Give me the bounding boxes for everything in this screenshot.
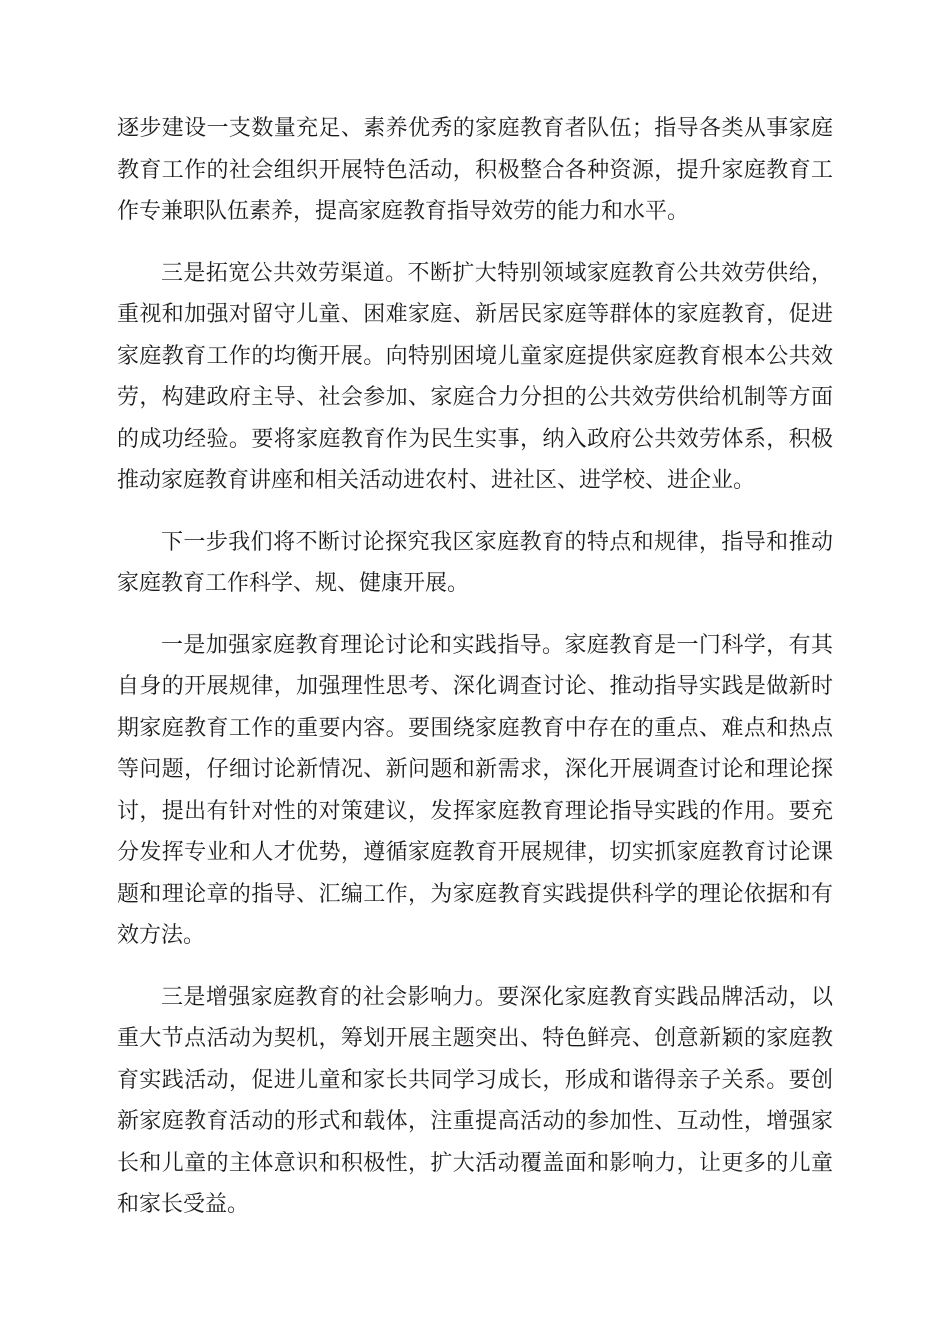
paragraph-5: 三是增强家庭教育的社会影响力。要深化家庭教育实践品牌活动，以重大节点活动为契机，筹划开展主题突出、特色鲜亮、创意新颖的家庭教育实践活动，促进儿童和家长共同学习成长，形成和谐得亲子关系。要创新家庭教育活动的形式和载体，注重提高活动的参加性、互动性，增强家长和儿童的主体意识和积极性，扩大活动覆盖面和影响力，让更多的儿童和家长受益。 xyxy=(117,984,833,1217)
paragraph-2: 三是拓宽公共效劳渠道。不断扩大特别领域家庭教育公共效劳供给，重视和加强对留守儿童、困难家庭、新居民家庭等群体的家庭教育，促进家庭教育工作的均衡开展。向特别困境儿童家庭提供家庭教育根本公共效劳，构建政府主导、社会参加、家庭合力分担的公共效劳供给机制等方面的成功经验。要将家庭教育作为民生实事，纳入政府公共效劳体系，积极推动家庭教育讲座和相关活动进农村、进社区、进学校、进企业。 xyxy=(117,260,833,493)
paragraph-1: 逐步建设一支数量充足、素养优秀的家庭教育者队伍；指导各类从事家庭教育工作的社会组织开展特色活动，积极整合各种资源，提升家庭教育工作专兼职队伍素养，提高家庭教育指导效劳的能力和水平。 xyxy=(117,116,833,224)
document-body xyxy=(117,108,833,1246)
paragraph-3: 下一步我们将不断讨论探究我区家庭教育的特点和规律，指导和推动家庭教育工作科学、规、健康开展。 xyxy=(117,529,833,596)
paragraph-4: 一是加强家庭教育理论讨论和实践指导。家庭教育是一门科学，有其自身的开展规律，加强理性思考、深化调查讨论、推动指导实践是做新时期家庭教育工作的重要内容。要围绕家庭教育中存在的重点、难点和热点等问题，仔细讨论新情况、新问题和新需求，深化开展调查讨论和理论探讨，提出有针对性的对策建议，发挥家庭教育理论指导实践的作用。要充分发挥专业和人才优势，遵循家庭教育开展规律，切实抓家庭教育讨论课题和理论章的指导、汇编工作，为家庭教育实践提供科学的理论依据和有效方法。 xyxy=(117,632,833,948)
